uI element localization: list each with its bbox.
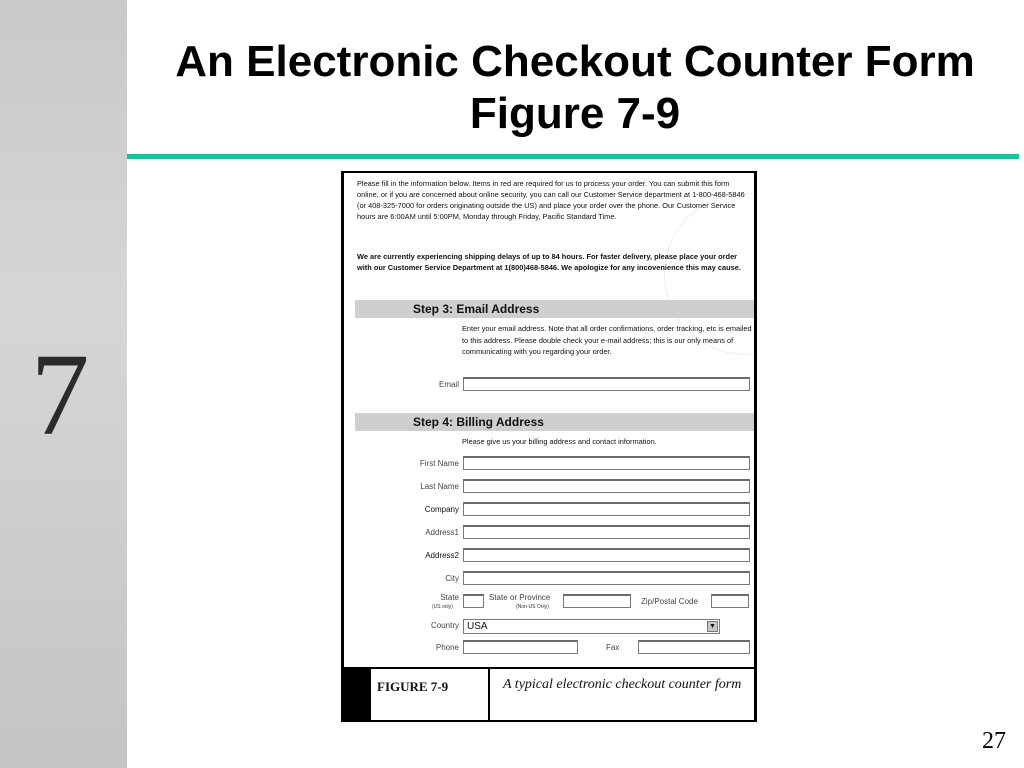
form-intro: Please fill in the information below. Items in red are required for us to process your order. You can submit this form online, or if you are concerned about online security, you can call our Customer Service department at 1-800-468-5846 (or 408-325-7000 for orders originating outside the US) and place your order over the phone. Our Customer Service hours are 6:00AM until 5:00PM, Monday through Friday, Pacific Standard Time. bbox=[357, 179, 745, 221]
step4-heading: Step 4: Billing Address bbox=[413, 415, 544, 429]
province-field[interactable] bbox=[563, 594, 631, 608]
city-field[interactable] bbox=[463, 571, 750, 585]
company-field[interactable] bbox=[463, 502, 750, 516]
city-label: City bbox=[445, 574, 459, 583]
country-select[interactable] bbox=[463, 619, 720, 634]
chapter-number: 7 bbox=[30, 329, 90, 460]
country-value: USA bbox=[467, 621, 488, 632]
slide-sidebar bbox=[0, 0, 127, 768]
title-divider bbox=[127, 154, 1019, 159]
phone-field[interactable] bbox=[463, 640, 578, 654]
zip-label: Zip/Postal Code bbox=[641, 597, 698, 606]
first-name-label: First Name bbox=[419, 459, 459, 468]
province-label: State or Province bbox=[489, 593, 551, 602]
state-note: (US only) bbox=[432, 604, 453, 610]
fax-label: Fax bbox=[606, 643, 620, 652]
address2-label: Address2 bbox=[425, 551, 459, 560]
state-label: State bbox=[440, 593, 459, 602]
step3-description: Enter your email address. Note that all order confirmations, order tracking, etc is emailed to this address. Please double check your e-mail address; this is our only means of communicating with you regarding your order. bbox=[462, 324, 752, 356]
address2-field[interactable] bbox=[463, 548, 750, 562]
email-label: Email bbox=[438, 380, 459, 389]
checkout-form bbox=[344, 173, 754, 667]
slide-title-line2: Figure 7-9 bbox=[469, 89, 681, 138]
last-name-field[interactable] bbox=[463, 479, 750, 493]
step4-description: Please give us your billing address and contact information. bbox=[462, 437, 657, 446]
caption-text: A typical electronic checkout counter form bbox=[503, 677, 742, 692]
page-number: 27 bbox=[982, 728, 1006, 754]
step3-heading: Step 3: Email Address bbox=[413, 302, 540, 316]
country-label: Country bbox=[430, 621, 459, 630]
step4-header bbox=[355, 413, 754, 431]
first-name-field[interactable] bbox=[463, 456, 750, 470]
caption-label: FIGURE 7-9 bbox=[377, 679, 449, 694]
dropdown-arrow-icon[interactable]: ▼ bbox=[707, 621, 718, 632]
slide-title bbox=[140, 36, 1010, 140]
caption-divider bbox=[488, 669, 490, 720]
slide-title-line1: An Electronic Checkout Counter Form bbox=[175, 37, 975, 86]
last-name-label: Last Name bbox=[420, 482, 459, 491]
figure-screenshot bbox=[341, 171, 757, 722]
step3-header bbox=[355, 300, 754, 318]
shipping-warning: We are currently experiencing shipping delays of up to 84 hours. For faster delivery, please place your order with our Customer Service Department at 1(800)468-5846. We apologize for any incovenience this may cause. bbox=[357, 252, 741, 272]
fax-field[interactable] bbox=[638, 640, 750, 654]
zip-field[interactable] bbox=[711, 594, 749, 608]
figure-caption bbox=[371, 669, 754, 720]
state-field[interactable] bbox=[463, 594, 484, 608]
province-note: (Non-US Only) bbox=[516, 604, 549, 610]
address1-label: Address1 bbox=[425, 528, 459, 537]
company-label: Company bbox=[424, 505, 459, 514]
phone-label: Phone bbox=[435, 643, 459, 652]
email-field[interactable] bbox=[463, 377, 750, 391]
address1-field[interactable] bbox=[463, 525, 750, 539]
